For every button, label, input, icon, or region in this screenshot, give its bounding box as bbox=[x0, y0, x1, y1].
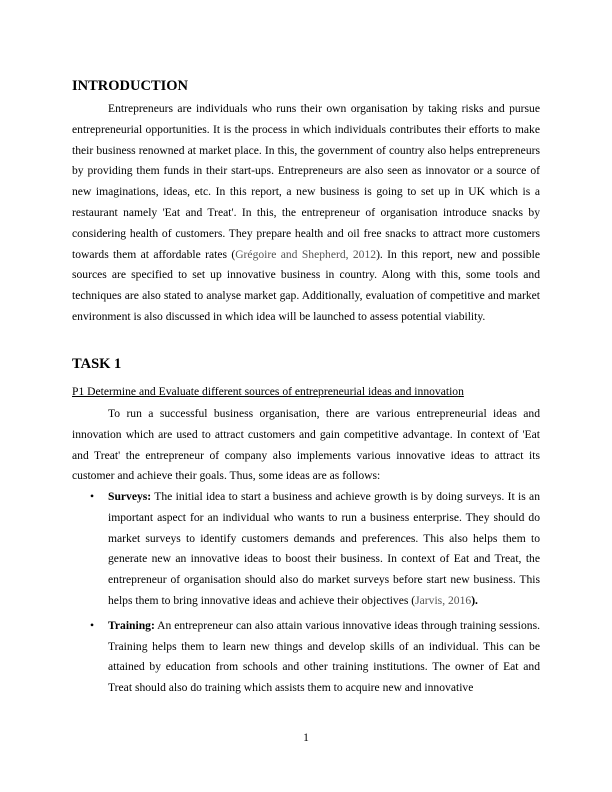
bullet-citation: Jarvis, 2016 bbox=[415, 593, 472, 607]
bullet-term: Training: bbox=[108, 618, 155, 632]
bullet-text: An entrepreneur can also attain various innovative ideas through training sessions. Training helps them to learn new things and develop skills of an individual. This can be attained by education from schools and other training institutions. The owner of Eat and Treat should also do training which assists them to acquire new and innovative bbox=[108, 618, 540, 695]
list-item-surveys bbox=[90, 487, 540, 612]
bullet-paragraph bbox=[108, 616, 540, 699]
task1-paragraph: To run a successful business organisation, there are various entrepreneurial ideas and innovation which are used to attract customers and gain competitive advantage. In context of 'Eat and Treat' the entrepreneur of company also implements various innovative ideas to attract its customer and achieve their goals. Thus, some ideas are as follows: bbox=[72, 407, 540, 483]
intro-text-b: ). In this report, new and possible sources are specified to set up innovative business in country. Along with this, some tools and techniques are also stated to analyse market gap. Additionally, evaluation of competitive and market environment is also discussed in which idea will be launched to assess potential viability. bbox=[72, 247, 540, 323]
list-item-training bbox=[90, 616, 540, 699]
bullet-tail: ). bbox=[471, 593, 478, 607]
bullet-text: The initial idea to start a business and achieve growth is by doing surveys. It is an important aspect for an individual who wants to run a business enterprise. They should do market surveys to identify customers demands and preferences. This also helps them to generate new an innovative ideas to boost their business. In context of Eat and Treat, the entrepreneur of organisation should also do market surveys before start new business. This helps them to bring innovative ideas and achieve their objectives ( bbox=[108, 490, 540, 607]
intro-citation: Grégoire and Shepherd, 2012 bbox=[235, 247, 377, 261]
task1-subheading: P1 Determine and Evaluate different sources of entrepreneurial ideas and innovation bbox=[72, 385, 464, 398]
bullet-term: Surveys: bbox=[108, 490, 152, 503]
intro-text-a: Entrepreneurs are individuals who runs their own organisation by taking risks and pursue entrepreneurial opportunities. It is the process in which individuals contributes their efforts to make their business renowned at market place. In this, the government of country also helps entrepreneurs by providing them funds in their start-ups. Entrepreneurs are also seen as innovator or a source of new imaginations, ideas, etc. In this report, a new business is going to set up in UK which is a restaurant namely 'Eat and Treat'. In this, the entrepreneur of organisation introduce snacks by considering health of customers. They prepare health and oil free snacks to attract more customers towards them at affordable rates ( bbox=[72, 102, 540, 261]
ideas-list bbox=[90, 487, 540, 699]
bullet-paragraph bbox=[108, 487, 540, 612]
introduction-heading: INTRODUCTION bbox=[72, 78, 189, 94]
bullet-symbol: • bbox=[90, 490, 95, 503]
task1-heading: TASK 1 bbox=[72, 356, 122, 372]
introduction-paragraph bbox=[72, 99, 540, 328]
bullet-symbol: • bbox=[90, 618, 95, 632]
page-number: 1 bbox=[303, 731, 309, 744]
